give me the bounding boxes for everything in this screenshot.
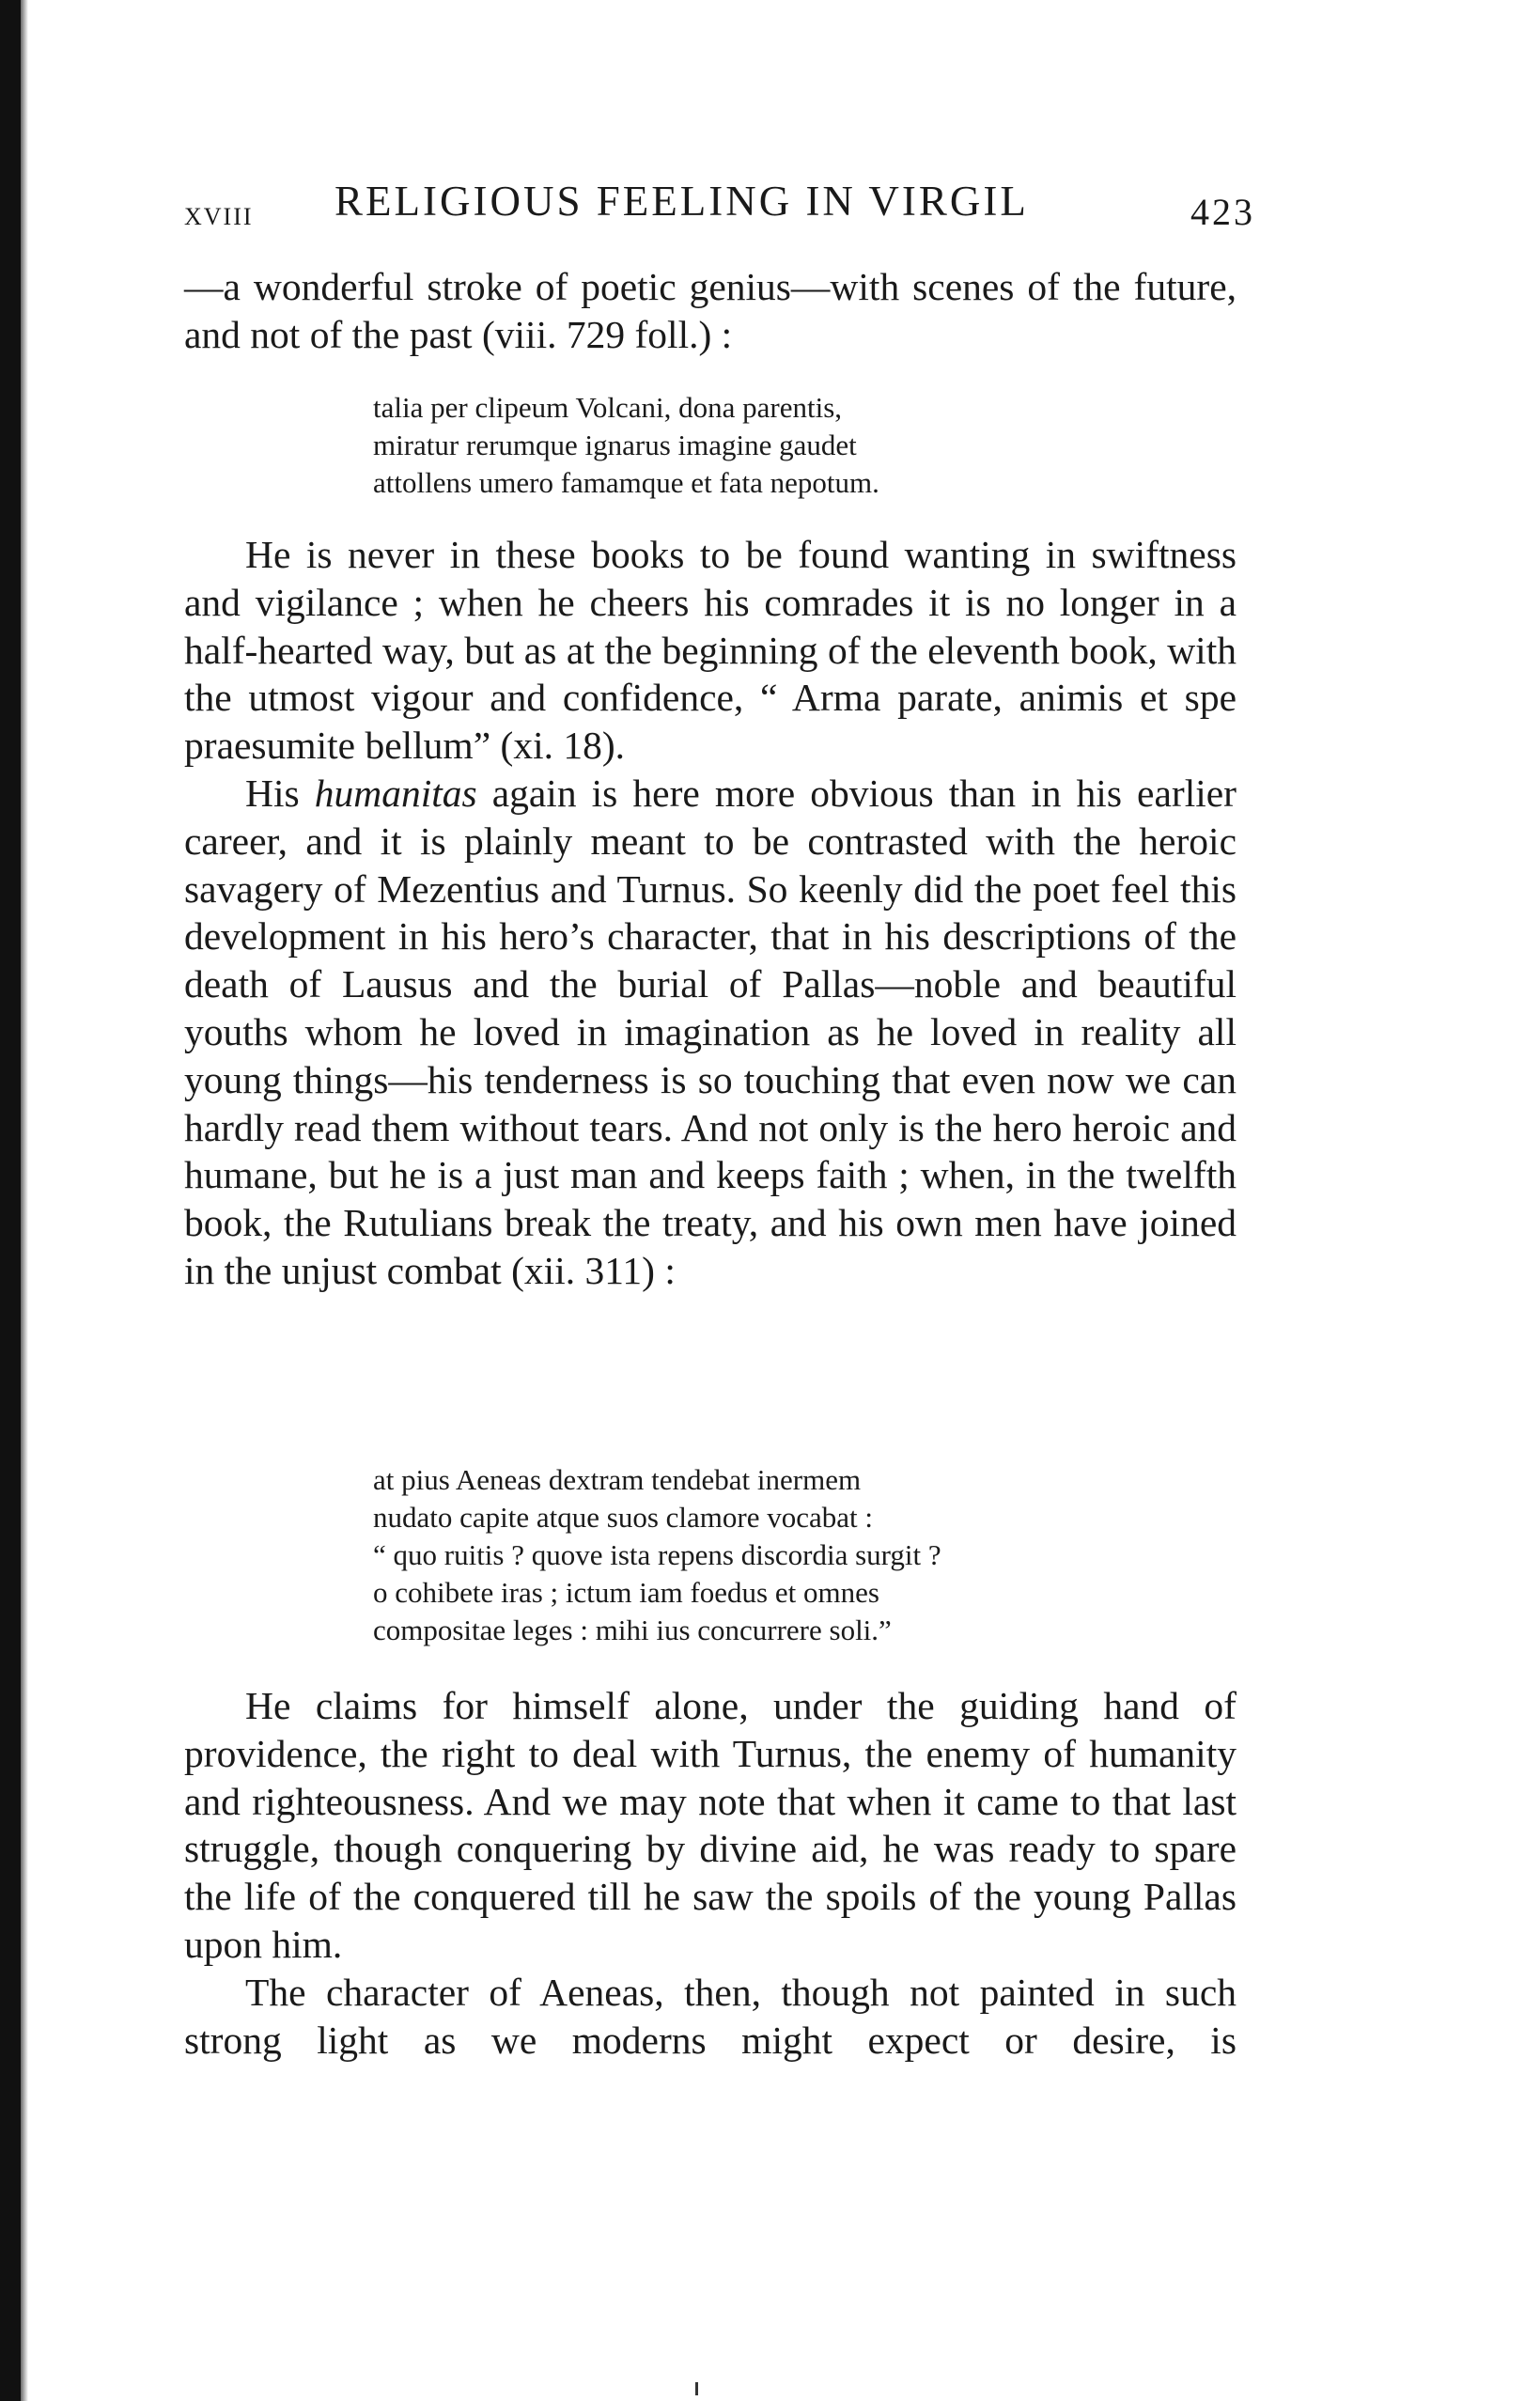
paragraph-continuation: —a wonderful stroke of poetic genius—with scenes of the future, and not of the past (viii. 729 foll.) :	[184, 265, 1237, 356]
page-binding-edge	[0, 0, 21, 2401]
verse-line: talia per clipeum Volcani, dona parentis,	[373, 391, 843, 424]
verse-line: at pius Aeneas dextram tendebat inermem	[373, 1463, 862, 1496]
running-header	[184, 177, 1255, 242]
printer-mark	[695, 2382, 698, 2395]
verse-line: o cohibete iras ; ictum iam foedus et omnes	[373, 1576, 879, 1609]
paragraph: He is never in these books to be found wanting in swiftness and vigilance ; when he cheers his comrades it is no longer in a half-hearted way, but as at the beginning of the eleventh book, with the utmost vigour and confidence, “ Arma parate, animis et spe praesumite bellum” (xi. 18).	[184, 533, 1237, 768]
paragraph: The character of Aeneas, then, though not painted in such strong light as we moderns might expect or desire, is	[184, 1970, 1237, 2062]
paragraph-text: again is here more obvious than in his earlier career, and it is plainly meant to be contrasted with the heroic savagery of Mezentius and Turnus. So keenly did the poet feel this development in his hero’s character, that in his descriptions of the death of Lausus and the burial of Pallas—noble and beautiful youths whom he loved in imagination as he loved in reality all young things—his tenderness is so touching that even now we can hardly read them without tears. And not only is the hero heroic and humane, but he is a just man and keeps faith ; when, in the twelfth book, the Rutulians break the treaty, and his own men have joined in the unjust combat (xii. 311) :	[184, 771, 1237, 1292]
running-title: RELIGIOUS FEELING IN VIRGIL	[334, 178, 1029, 225]
verse-line: nudato capite atque suos clamore vocabat :	[373, 1501, 873, 1534]
verse-quote-1	[373, 389, 879, 502]
text-block-2	[184, 531, 1237, 1295]
text-block-3	[184, 1682, 1237, 2064]
paragraph	[184, 770, 1237, 1295]
verse-line: compositae leges : mihi ius concurrere soli.”	[373, 1614, 892, 1646]
chapter-number: XVIII	[184, 203, 254, 230]
text-block-1	[184, 263, 1237, 359]
page-binding-shadow	[21, 0, 28, 2401]
verse-line: “ quo ruitis ? quove ista repens discordia surgit ?	[373, 1538, 941, 1571]
italic-term: humanitas	[314, 771, 477, 815]
verse-quote-2	[373, 1461, 941, 1649]
paragraph-text: His	[245, 771, 315, 815]
paragraph: He claims for himself alone, under the guiding hand of providence, the right to deal with Turnus, the enemy of humanity and righteousness. And we may note that when it came to that last struggle, though conquering by divine aid, he was ready to spare the life of the conquered till he saw the spoils of the young Pallas upon him.	[184, 1684, 1237, 1966]
verse-line: miratur rerumque ignarus imagine gaudet	[373, 429, 857, 461]
page-number: 423	[1190, 191, 1255, 233]
verse-line: attollens umero famamque et fata nepotum.	[373, 466, 879, 499]
